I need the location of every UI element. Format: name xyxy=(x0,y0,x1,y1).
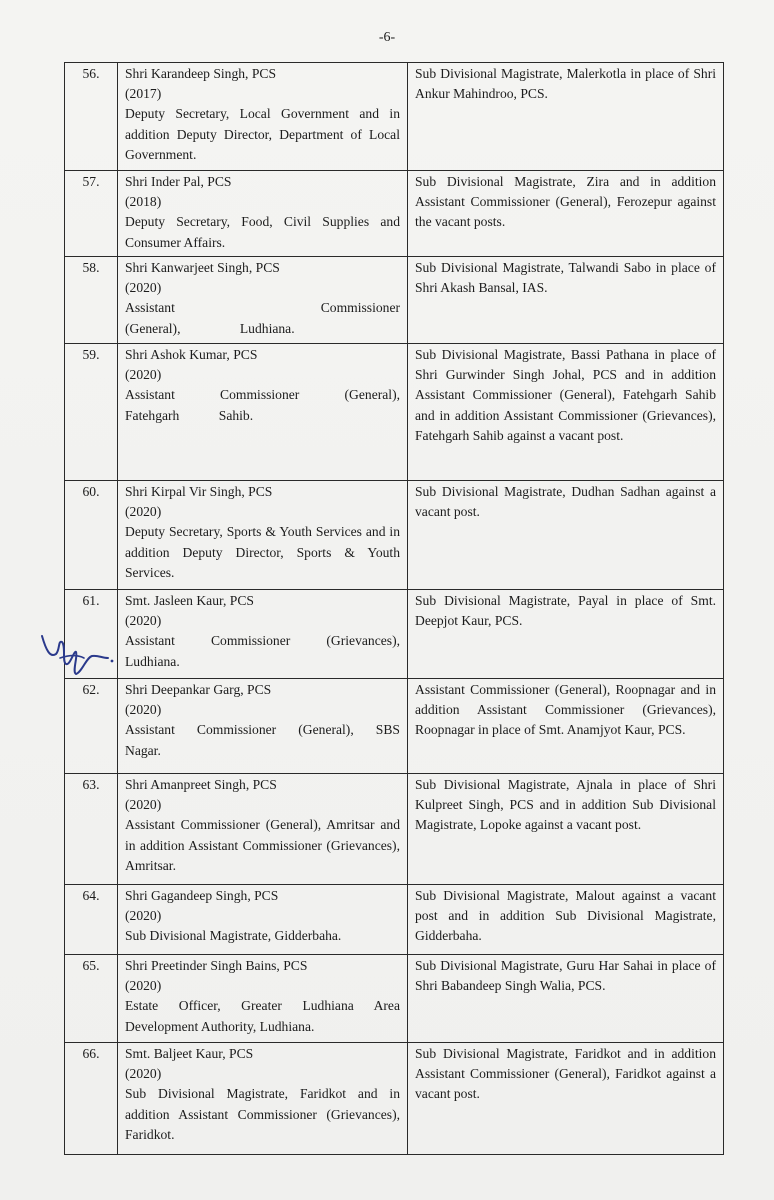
officer-cell xyxy=(118,344,408,481)
officer-cell xyxy=(118,1043,408,1155)
officer-cell xyxy=(118,885,408,955)
new-posting: Sub Divisional Magistrate, Ajnala in place of Shri Kulpreet Singh, PCS and in addition Sub Divisional Magistrate, Lopoke against a vacant post. xyxy=(408,774,724,885)
officer-name: Shri Gagandeep Singh, PCS xyxy=(125,888,279,903)
new-posting: Sub Divisional Magistrate, Bassi Pathana in place of Shri Gurwinder Singh Johal, PCS and in addition Assistant Commissioner (General), Fatehgarh Sahib and in addition Assistant Commissioner (Grievances), Fatehgarh Sahib against a vacant post. xyxy=(408,344,724,481)
new-posting: Sub Divisional Magistrate, Malout against a vacant post and in addition Sub Divisional Magistrate, Gidderbaha. xyxy=(408,885,724,955)
table-row xyxy=(65,1043,724,1155)
officer-cell xyxy=(118,774,408,885)
officer-cell xyxy=(118,590,408,679)
officer-cell xyxy=(118,679,408,774)
handwritten-initials-signature xyxy=(36,628,116,678)
officer-name: Shri Preetinder Singh Bains, PCS xyxy=(125,958,308,973)
officer-cell xyxy=(118,955,408,1043)
officer-batch: (2017) xyxy=(125,86,162,102)
serial-number: 61. xyxy=(65,590,118,679)
officer-batch: (2020) xyxy=(125,978,162,994)
new-posting: Sub Divisional Magistrate, Faridkot and in addition Assistant Commissioner (General), Faridkot against a vacant post. xyxy=(408,1043,724,1155)
officer-batch: (2020) xyxy=(125,908,162,924)
officer-batch: (2020) xyxy=(125,504,162,520)
officer-batch: (2020) xyxy=(125,797,162,813)
current-posting: Sub Divisional Magistrate, Faridkot and in addition Assistant Commissioner (Grievances), Faridkot. xyxy=(125,1086,400,1142)
officer-name: Shri Ashok Kumar, PCS xyxy=(125,347,258,362)
new-posting: Sub Divisional Magistrate, Zira and in addition Assistant Commissioner (General), Ferozepur against the vacant posts. xyxy=(408,171,724,257)
table-row xyxy=(65,774,724,885)
officer-name: Shri Deepankar Garg, PCS xyxy=(125,682,272,697)
new-posting: Sub Divisional Magistrate, Payal in place of Smt. Deepjot Kaur, PCS. xyxy=(408,590,724,679)
current-posting: Sub Divisional Magistrate, Gidderbaha. xyxy=(125,928,342,944)
current-posting: Assistant Commissioner (Grievances), Ludhiana. xyxy=(125,633,400,669)
current-posting: Assistant Commissioner (General), SBS Nagar. xyxy=(125,722,400,758)
officer-name: Shri Inder Pal, PCS xyxy=(125,174,232,189)
table-row xyxy=(65,63,724,171)
officer-batch: (2018) xyxy=(125,194,162,210)
serial-number: 56. xyxy=(65,63,118,171)
officer-batch: (2020) xyxy=(125,702,162,718)
new-posting: Sub Divisional Magistrate, Guru Har Sahai in place of Shri Babandeep Singh Walia, PCS. xyxy=(408,955,724,1043)
officer-name: Smt. Baljeet Kaur, PCS xyxy=(125,1046,254,1061)
current-posting: Assistant Commissioner (General), Ludhiana. xyxy=(125,300,400,336)
officer-batch: (2020) xyxy=(125,1066,162,1082)
transfer-orders-table xyxy=(64,62,724,1155)
table-row xyxy=(65,171,724,257)
officer-name: Shri Amanpreet Singh, PCS xyxy=(125,777,277,792)
serial-number: 64. xyxy=(65,885,118,955)
officer-batch: (2020) xyxy=(125,280,162,296)
table-row xyxy=(65,344,724,481)
current-posting: Deputy Secretary, Local Government and in addition Deputy Director, Department of Local Government. xyxy=(125,106,400,162)
new-posting: Sub Divisional Magistrate, Talwandi Sabo in place of Shri Akash Bansal, IAS. xyxy=(408,257,724,344)
serial-number: 57. xyxy=(65,171,118,257)
serial-number: 63. xyxy=(65,774,118,885)
serial-number: 59. xyxy=(65,344,118,481)
officer-name: Shri Kanwarjeet Singh, PCS xyxy=(125,260,280,275)
table-row xyxy=(65,481,724,590)
officer-name: Shri Karandeep Singh, PCS xyxy=(125,66,277,81)
serial-number: 60. xyxy=(65,481,118,590)
new-posting: Sub Divisional Magistrate, Dudhan Sadhan against a vacant post. xyxy=(408,481,724,590)
officer-batch: (2020) xyxy=(125,613,162,629)
page-number: -6- xyxy=(378,30,396,45)
current-posting: Deputy Secretary, Food, Civil Supplies and Consumer Affairs. xyxy=(125,214,400,250)
officer-name: Smt. Jasleen Kaur, PCS xyxy=(125,593,254,608)
table-row xyxy=(65,955,724,1043)
current-posting: Assistant Commissioner (General), Amritsar and in addition Assistant Commissioner (Grievances), Amritsar. xyxy=(125,817,400,873)
table-row xyxy=(65,257,724,344)
officer-cell xyxy=(118,63,408,171)
table-row xyxy=(65,590,724,679)
officer-name: Shri Kirpal Vir Singh, PCS xyxy=(125,484,273,499)
current-posting: Deputy Secretary, Sports & Youth Services and in addition Deputy Director, Sports & Youth Services. xyxy=(125,524,400,580)
officer-cell xyxy=(118,171,408,257)
new-posting: Sub Divisional Magistrate, Malerkotla in place of Shri Ankur Mahindroo, PCS. xyxy=(408,63,724,171)
serial-number: 62. xyxy=(65,679,118,774)
current-posting: Assistant Commissioner (General), Fatehgarh Sahib. xyxy=(125,387,400,423)
officer-cell xyxy=(118,257,408,344)
serial-number: 58. xyxy=(65,257,118,344)
officer-cell xyxy=(118,481,408,590)
table-row xyxy=(65,885,724,955)
table-row xyxy=(65,679,724,774)
current-posting: Estate Officer, Greater Ludhiana Area Development Authority, Ludhiana. xyxy=(125,998,400,1034)
officer-batch: (2020) xyxy=(125,367,162,383)
serial-number: 66. xyxy=(65,1043,118,1155)
new-posting: Assistant Commissioner (General), Roopnagar and in addition Assistant Commissioner (Grievances), Roopnagar in place of Smt. Anamjyot Kaur, PCS. xyxy=(408,679,724,774)
serial-number: 65. xyxy=(65,955,118,1043)
